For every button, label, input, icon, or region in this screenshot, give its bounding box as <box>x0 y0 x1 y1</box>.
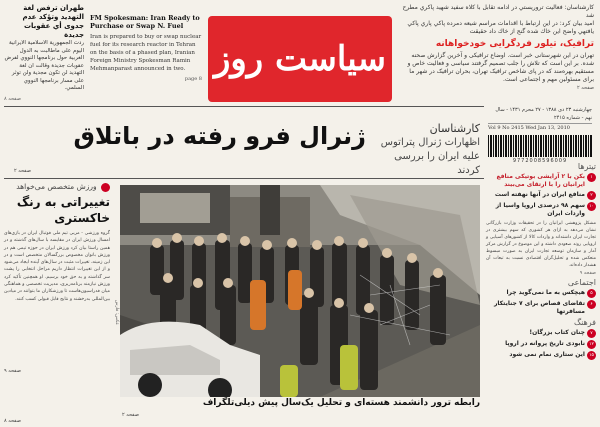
item-number-badge: ۷ <box>587 329 596 338</box>
item-number-badge: ۵ <box>587 289 596 298</box>
list-item[interactable] <box>486 340 596 349</box>
news-photo[interactable] <box>120 185 480 397</box>
main-headline[interactable]: ژنرال فرو رفته در باتلاق <box>73 122 366 150</box>
english-teaser-body: Iran is prepared to buy or swap nuclear fuel for its research reactor in Tehran on the basis of a phased plan, Iranian Foreign Ministry Spokesman Ramin Mehmanparast announced in two. <box>90 34 202 72</box>
sports-column <box>4 182 110 303</box>
section-culture: فرهنگ <box>573 318 596 327</box>
masthead-logo <box>208 16 392 102</box>
teaser-line-1: كارشناسان: فعاليت تروريستي در ادامه تقابل با كلاه سفيد شهيد پاكري مطرح شد <box>402 4 594 19</box>
sports-headline[interactable]: تغییراتی به رنگ خاکستری <box>16 195 110 225</box>
section-social: اجتماعی <box>567 278 596 287</box>
crime-scene-photo <box>120 185 480 397</box>
sports-page-ref-2: صفحه ۸ <box>4 418 21 424</box>
divider-line <box>4 106 484 107</box>
item-number-badge: ۱۰ <box>587 202 596 211</box>
sports-kicker <box>4 182 110 192</box>
item-text: این ستاری نمام نمی شود <box>509 351 585 358</box>
teaser-line-2: اميد بيان كرد: در اين ارتباط با اقدامات مراسم شيعه دمرده پاكي پاري پاكي <box>407 20 594 27</box>
item-number-badge: ۱۵ <box>587 351 596 360</box>
headlines-column <box>486 160 596 362</box>
item-text: بکن با ۲ آرایشی بوتیکی منافع ایرانیان را با ارتقای می‌بیند <box>496 173 585 188</box>
english-teaser-page-ref: page 8 <box>184 76 202 82</box>
item-number-badge: ۲ <box>587 191 596 200</box>
section-dot-icon <box>101 183 110 192</box>
list-item[interactable] <box>486 202 596 218</box>
kicker-label: کارشناسان <box>429 122 480 135</box>
kicker-subtitle: اظهارات ژنرال پتراتوس علیه ایران را بررسی کردند <box>380 137 480 176</box>
list-item[interactable] <box>486 351 596 360</box>
photo-caption[interactable]: رابطه ترور دانشمند هسته‌ای و تحلیل یک‌سال پیش دیلی‌تلگراف <box>202 398 480 408</box>
arabic-teaser-body: ردت الجمهورية الاسلامية الايرانية اليوم على ماطالبت به الدول الغربية حول برنامجها النووي لفرض عقوبات جديدة وقالت ان لغة التهديد لن تكون مجدية ولن توثر على مسار برنامجها النووي السلمي. <box>4 40 84 91</box>
list-item[interactable] <box>486 289 596 298</box>
issue-date-english: Vol 9 No 2415 Wed Jan 13, 2010 <box>488 125 570 131</box>
issue-date-persian: چهارشنبه ۲۳ دی ۱۳۸۸ - ۲۷ محرم ۱۴۳۱ - سال نهم - شماره ۲۴۱۵ <box>488 106 592 124</box>
barcode-icon <box>488 135 592 157</box>
item-number-badge: ۱ <box>587 173 596 182</box>
trade-page-ref: صفحه ۹ <box>579 271 596 276</box>
list-item[interactable] <box>486 191 596 200</box>
main-kicker <box>370 122 480 178</box>
list-item[interactable] <box>486 173 596 189</box>
item-text: نابودی تاریخ پروانه در اروپا <box>505 340 585 347</box>
traffic-teaser <box>398 4 594 104</box>
arabic-teaser <box>4 4 84 104</box>
list-item[interactable] <box>486 300 596 316</box>
item-text: منافع ایران در آنها نهفته است <box>494 191 585 198</box>
sports-kicker-text: ورزش متخصص می‌خواهد <box>16 182 97 191</box>
item-text: تقاضای قصاص برای ۷ جنایتکار مسافرتها <box>493 300 585 315</box>
traffic-teaser-page-ref: صفحه ۲ <box>577 85 594 91</box>
english-teaser <box>90 14 202 104</box>
traffic-teaser-body: تهران در این شهرستانی خبر است. اوضاع ترافیکی و آخرین گزارش صحنه شده. بر این است که تلاش را جلب تصمیم گرفتند سیاسی و فعالیت خاص و مستقیم بهره‌مند که در پای شاخص ترافیک تهران، بحران ترافیک در شهر ما برای مسئولین مهم و اجتماعی است. <box>407 52 594 83</box>
teaser-line-3: يافتهي واضح اين خاك شده گنج از خاك داد حقيقت <box>469 28 594 35</box>
item-number-badge: ۶ <box>587 300 596 309</box>
item-text: چنان کتاب بزرگان! <box>529 329 585 336</box>
arabic-teaser-page-ref: صفحه ۸ <box>4 95 21 102</box>
masthead-title: سیاست روز <box>213 39 387 79</box>
photo-credit: عکس: فارس <box>114 300 119 326</box>
list-item[interactable] <box>486 329 596 338</box>
barcode-number: 9772008596009 <box>512 158 568 164</box>
divider-line <box>4 178 484 179</box>
arabic-teaser-headline[interactable]: طهران ترفض لغة التهديد وتؤكد عدم جدوى أي عقوبات جديدة <box>22 4 84 39</box>
english-teaser-headline[interactable]: FM Spokesman: Iran Ready to Purchase or Swap N. Fuel <box>90 14 200 30</box>
sports-body: گروه ورزشی - مربی تیم ملی فوتبال ایران در بازی‌های امسال ورزش ایران در مقایسه با سال‌های گذشته و در همین راستا بیان کرد ورزش ایران در حوزه تیمی هم در ورزش بانوان مخصوص بزرگسالان متخصص است و در این زمینه، تغییرات مثبت در سال‌های آینده ایجاد می‌شود و از این تغییرات انتظار داریم مراحل انتخابی را پشت سر گذاشته و به حق خود برسیم. او همچنین تأکید کرد ورزش نیازمند برنامه‌ریزی، مدیریت تخصصی و هماهنگی میان فدراسیون‌هاست تا ورزشکاران ما بتوانند در میادین بین‌المللی بدرخشند و نتایج قابل قبولی کسب کنند. <box>4 231 110 302</box>
trade-body: مشکل پژوهشی ایرانیان را در تحقیقات وزارت بازرگانی نشان می‌دهد به ازای هر کشوری که سهم بیشتری در تجارت ایران داشته‌اند و واردات کالا از کشورهای آسیایی و اروپایی روند صعودی داشته و این موضوع در گزارش مرکز آمار و سازمان توسعه تجارت ایران به صورت مبسوط منعکس شده و تحلیل‌گران اقتصادی نسبت به تبعات آن هشدار داده‌اند. <box>486 221 596 268</box>
item-number-badge: ۱۲ <box>587 340 596 349</box>
photo-page-ref: صفحه ۲ <box>122 412 139 418</box>
sports-page-ref: صفحه ۹ <box>4 368 21 374</box>
item-text: هیچکس به ما نمی‌گوید چرا <box>506 289 585 296</box>
item-text: سهم ۹۸ درصدی اروپا واسیا از واردات ایران <box>495 202 585 217</box>
traffic-teaser-headline[interactable]: ترافیک، تیلور فردگرایی خودخواهانه <box>435 39 594 49</box>
section-headlines: تیترها <box>577 162 596 171</box>
page-ref-small: صفحه ۲ <box>14 168 31 174</box>
